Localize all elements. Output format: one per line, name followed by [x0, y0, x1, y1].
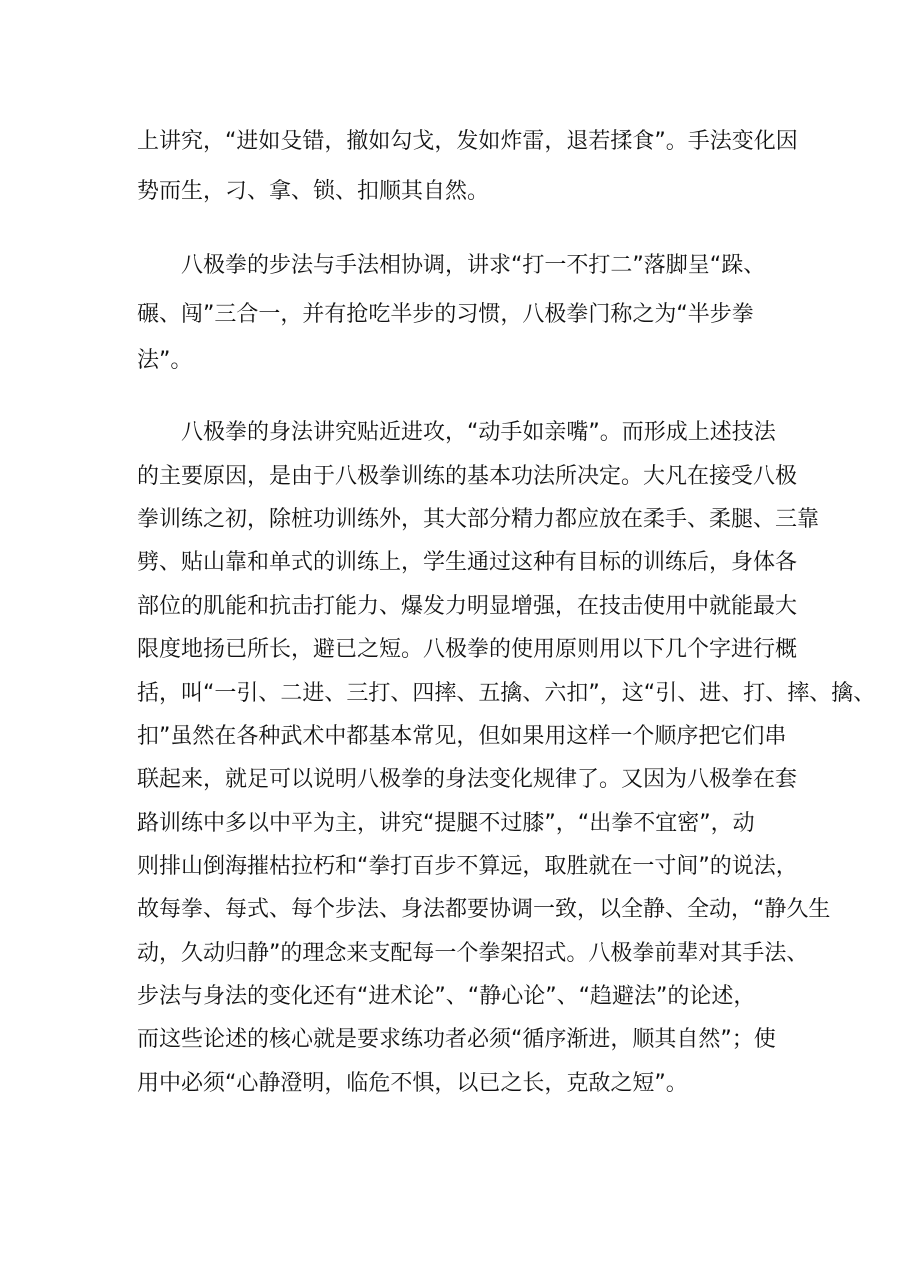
- paragraph-3-line-14: 步法与身法的变化还有“进术论”、“静心论”、“趋避法”的论述，: [137, 984, 756, 1009]
- paragraph-3-line-12: 故每拳、每式、每个步法、身法都要协调一致，以全静、全动，“静久生: [137, 897, 831, 922]
- paragraph-3-line-6: 限度地扬已所长，避已之短。八极拳的使用原则用以下几个字进行概: [137, 637, 798, 662]
- paragraph-2-line-2: 碾、闯”三合一，并有抢吃半步的习惯，八极拳门称之为“半步拳: [137, 302, 754, 327]
- paragraph-1-line-2: 势而生，刁、拿、锁、扣顺其自然。: [137, 179, 490, 204]
- paragraph-3-line-13: 动，久动归静”的理念来支配每一个拳架招式。八极拳前辈对其手法、: [137, 941, 809, 966]
- paragraph-3-line-10: 路训练中多以中平为主，讲究“提腿不过膝”，“出拳不宜密”，动: [137, 811, 755, 836]
- paragraph-2-line-3: 法”。: [137, 348, 193, 373]
- paragraph-3-line-2: 的主要原因，是由于八极拳训练的基本功法所决定。大凡在接受八极: [137, 464, 798, 489]
- paragraph-3-line-16: 用中必须“心静澄明，临危不惧，以已之长，克敌之短”。: [137, 1071, 688, 1096]
- paragraph-3-line-7: 括，叫“一引、二进、三打、四摔、五擒、六扣”，这“引、进、打、摔、擒、: [137, 681, 876, 706]
- paragraph-1-line-1: 上讲究，“进如殳错，撤如勾戈，发如炸雷，退若揉食”。手法变化因: [137, 129, 798, 154]
- paragraph-3-line-8: 扣”虽然在各种武术中都基本常见，但如果用这样一个顺序把它们串: [137, 724, 787, 749]
- paragraph-3-line-5: 部位的肌能和抗击打能力、爆发力明显增强，在技击使用中就能最大: [137, 594, 798, 619]
- paragraph-3-line-1: 八极拳的身法讲究贴近进攻，“动手如亲嘴”。而形成上述技法: [181, 420, 776, 445]
- paragraph-3-line-9: 联起来，就足可以说明八极拳的身法变化规律了。又因为八极拳在套: [137, 767, 798, 792]
- paragraph-3-line-4: 劈、贴山靠和单式的训练上，学生通过这种有目标的训练后，身体各: [137, 550, 798, 575]
- paragraph-2-line-1: 八极拳的步法与手法相协调，讲求“打一不打二”落脚呈“跺、: [181, 253, 766, 278]
- paragraph-3-line-15: 而这些论述的核心就是要求练功者必须“循序渐进，顺其自然”；使: [137, 1027, 776, 1052]
- paragraph-3-line-11: 则排山倒海摧枯拉朽和“拳打百步不算远，取胜就在一寸间”的说法，: [137, 854, 798, 879]
- paragraph-3-line-3: 拳训练之初，除桩功训练外，其大部分精力都应放在柔手、柔腿、三靠: [137, 507, 820, 532]
